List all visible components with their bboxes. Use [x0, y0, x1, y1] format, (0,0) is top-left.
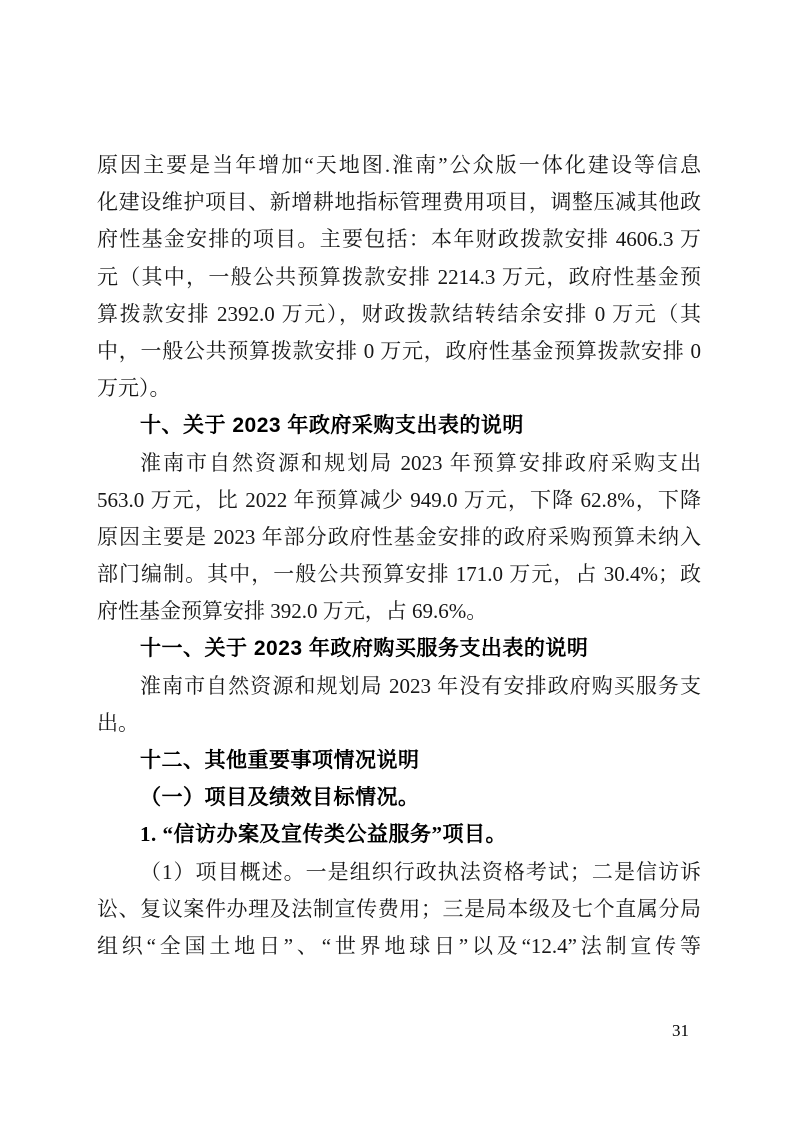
text-line: 讼、复议案件办理及法制宣传费用；三是局本级及七个直属分局 — [97, 896, 701, 921]
text-line: 万元）。 — [97, 376, 171, 401]
sub-heading: 1. “信访办案及宣传类公益服务”项目。 — [140, 822, 507, 847]
text-line: 算拨款安排 2392.0 万元），财政拨款结转结余安排 0 万元（其 — [97, 301, 701, 326]
document-body — [97, 147, 701, 965]
text-line: 元（其中，一般公共预算拨款安排 2214.3 万元，政府性基金预 — [97, 264, 701, 289]
section-heading: 十、关于 2023 年政府采购支出表的说明 — [140, 414, 524, 438]
section-heading: 十一、关于 2023 年政府购买服务支出表的说明 — [140, 637, 589, 661]
text-line: 中，一般公共预算拨款安排 0 万元，政府性基金预算拨款安排 0 — [97, 338, 701, 363]
text-line: 组织“全国土地日”、“世界地球日”以及“12.4”法制宣传等 — [97, 933, 701, 958]
text-line: 出。 — [97, 710, 139, 735]
text-line: 府性基金安排的项目。主要包括：本年财政拨款安排 4606.3 万 — [97, 227, 701, 252]
page-number: 31 — [672, 1021, 689, 1040]
text-line: 563.0 万元，比 2022 年预算减少 949.0 万元，下降 62.8%，下降 — [97, 487, 701, 512]
text-line: 原因主要是 2023 年部分政府性基金安排的政府采购预算未纳入 — [97, 524, 701, 549]
text-line: 化建设维护项目、新增耕地指标管理费用项目，调整压减其他政 — [97, 190, 701, 215]
text-line: 淮南市自然资源和规划局 2023 年没有安排政府购买服务支 — [140, 673, 701, 698]
text-line: 淮南市自然资源和规划局 2023 年预算安排政府采购支出 — [140, 450, 701, 475]
text-line: （1）项目概述。一是组织行政执法资格考试；二是信访诉 — [140, 859, 701, 884]
text-line: 府性基金预算安排 392.0 万元，占 69.6%。 — [97, 599, 488, 624]
text-line: 原因主要是当年增加“天地图.淮南”公众版一体化建设等信息 — [97, 153, 701, 177]
text-line: 部门编制。其中，一般公共预算安排 171.0 万元，占 30.4%；政 — [97, 562, 701, 587]
section-heading: 十二、其他重要事项情况说明 — [140, 749, 420, 772]
sub-heading: （一）项目及绩效目标情况。 — [140, 785, 420, 810]
